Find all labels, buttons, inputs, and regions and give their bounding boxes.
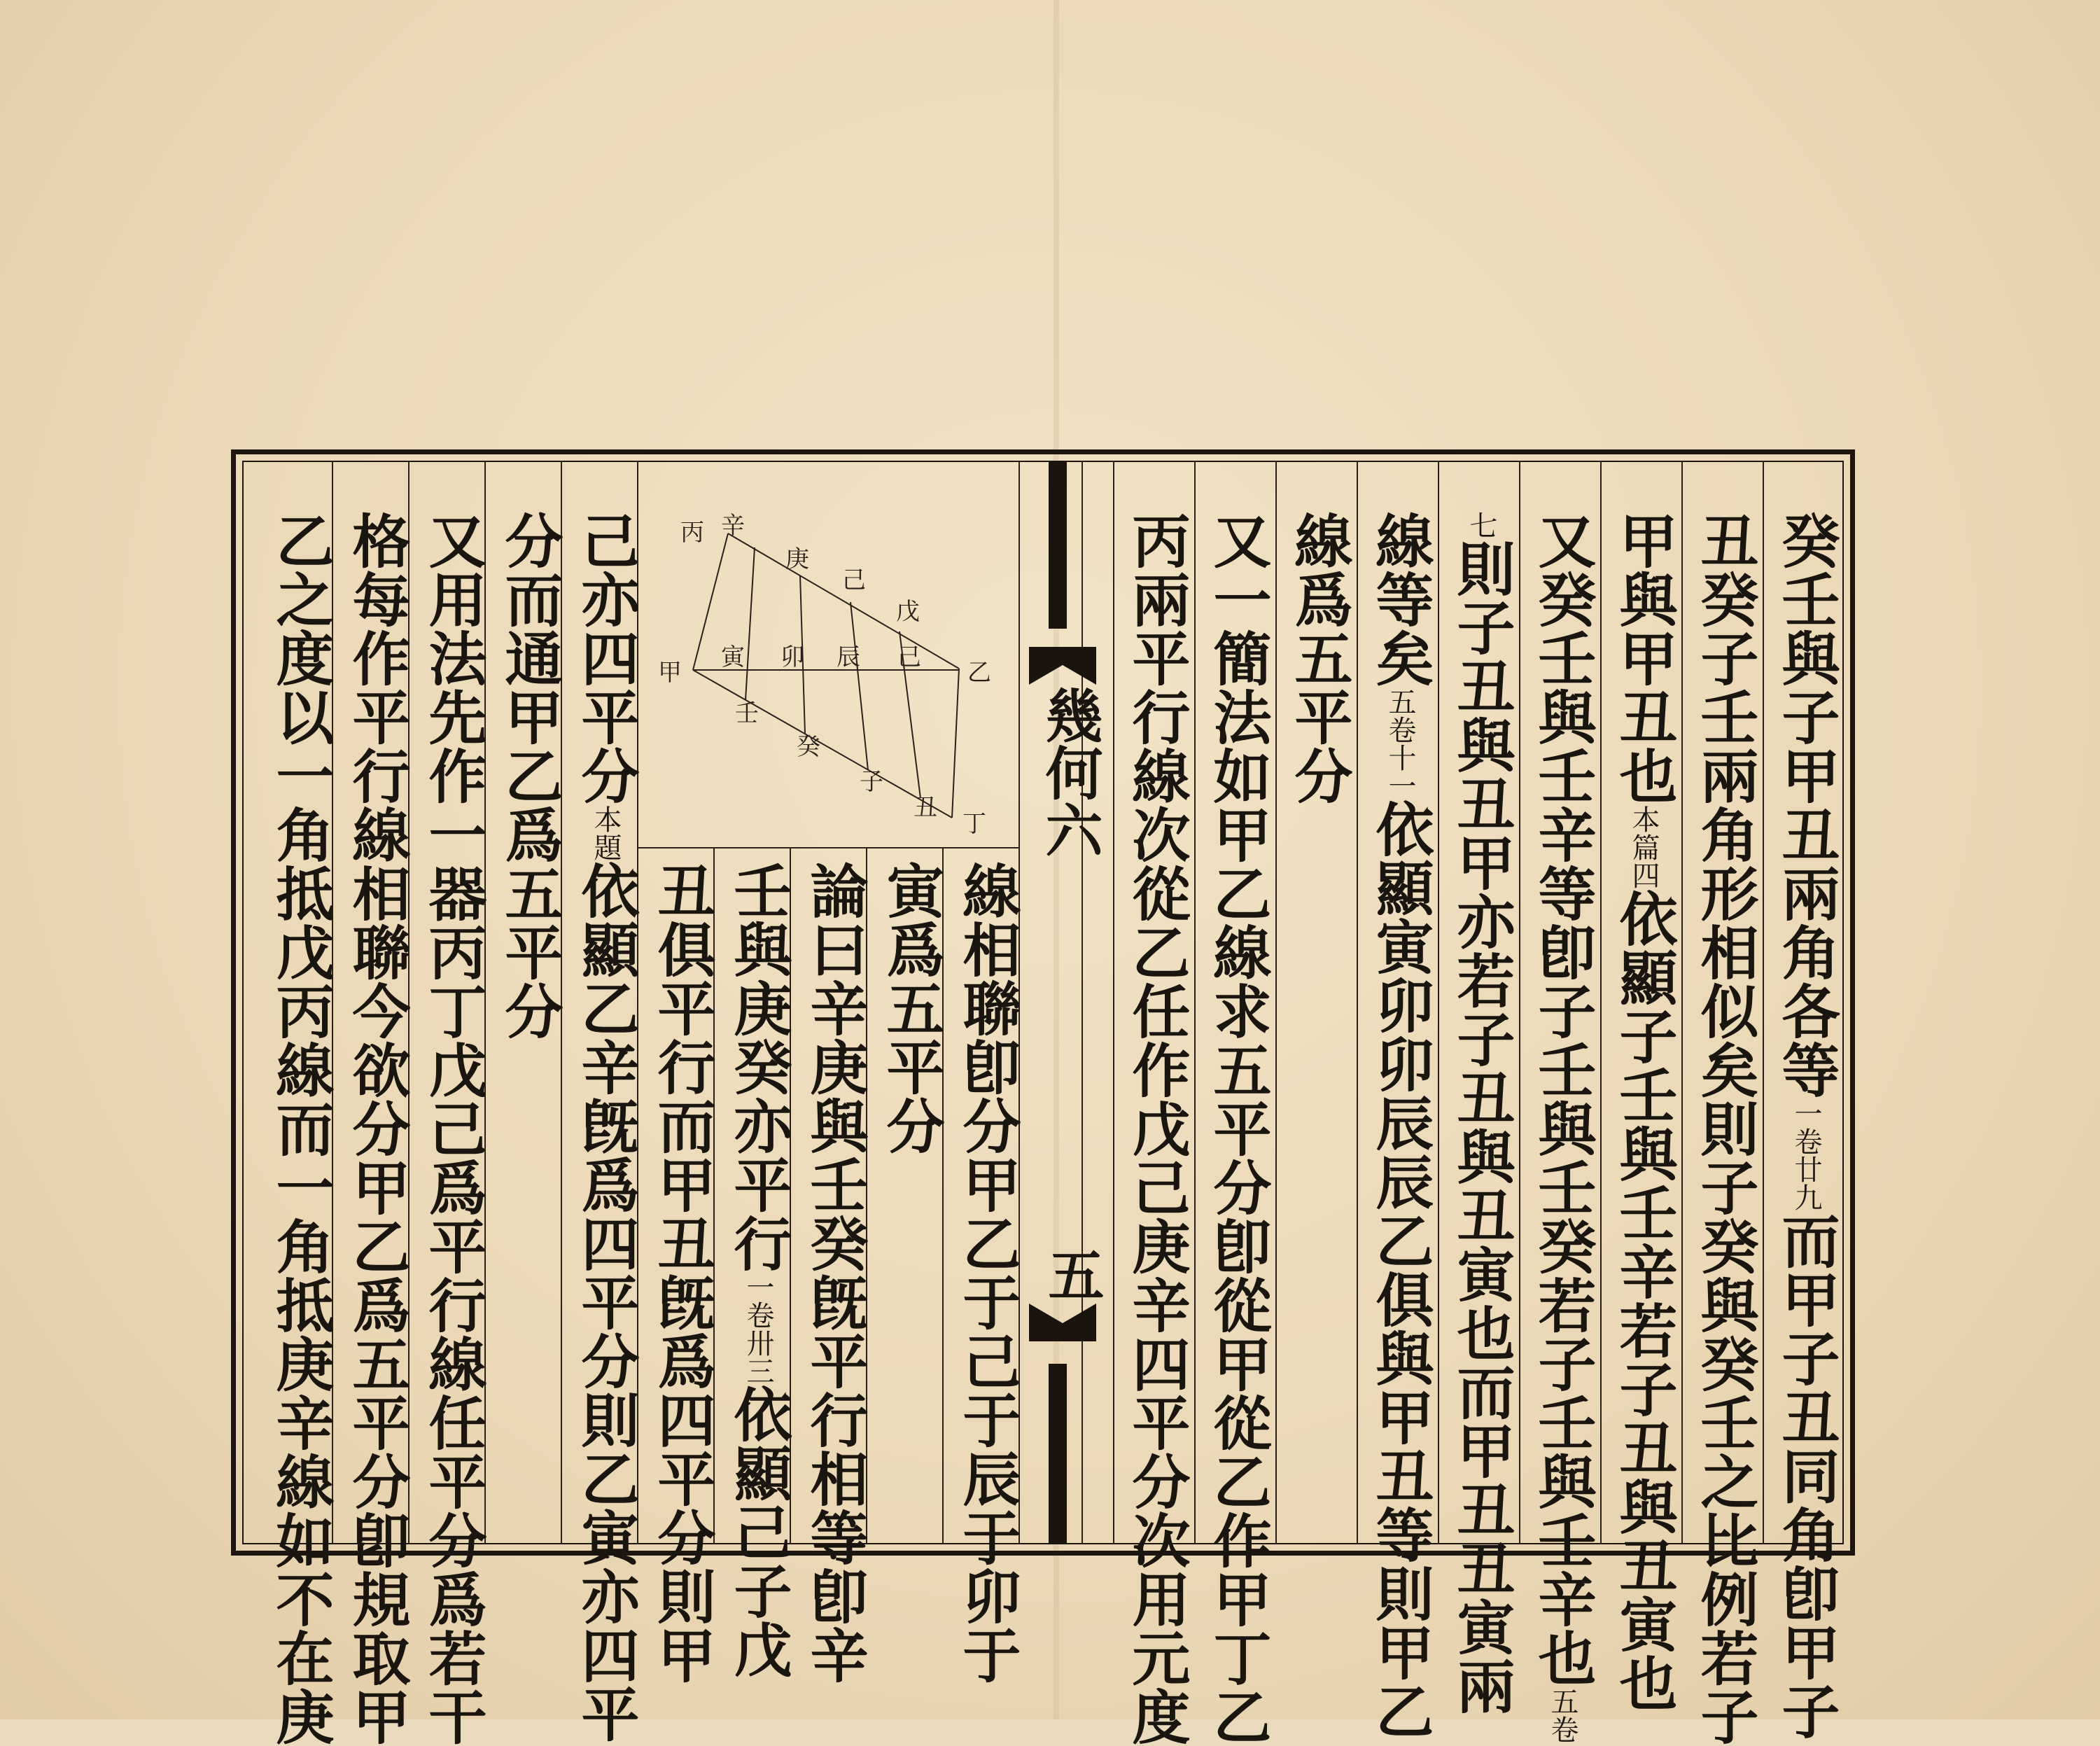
column-rule [1113,461,1114,1544]
text-column: 癸壬與子甲丑兩角各等一卷廿九而甲子丑同角卽甲子 [1772,511,1840,1740]
label-yi: 乙 [967,659,991,687]
text-column: 論曰辛庚與壬癸旣平行相等卽辛 [800,861,869,1684]
text-column: 格每作平行線相聯今欲分甲乙爲五平分卽規取甲 [342,511,411,1746]
text-column: 己亦四平分本題依顯乙辛旣爲四平分則乙寅亦四平 [571,511,640,1743]
column-rule [1194,461,1196,1544]
label-bing: 丙 [680,519,704,547]
label-ji-mid: 己 [897,643,921,671]
text-column: 七則子丑與丑甲亦若子丑與丑寅也而甲丑丑寅兩 [1447,511,1516,1715]
text-column: 甲與甲丑也本篇四依顯子壬與壬辛若子丑與丑寅也 [1609,511,1678,1712]
column-rule [1438,461,1439,1544]
text-column: 壬與庚癸亦平行一卷卅三依顯己子戊 [724,861,792,1679]
text-column: 又一簡法如甲乙線求五平分卽從甲從乙作甲丁乙 [1203,511,1272,1746]
fish-tail-top-icon [1026,644,1099,687]
label-mao: 卯 [780,643,804,671]
text-column: 丑俱平行而甲丑旣爲四平分則甲 [648,861,716,1684]
text-column: 寅爲五平分 [876,861,945,1155]
parallel-lines-diagram [637,497,1029,861]
text-column: 丙兩平行線次從乙任作戊己庚辛四平分次用元度 [1122,511,1191,1746]
column-rule [1519,461,1520,1544]
fish-tail-bottom-icon [1026,1301,1099,1344]
label-gui: 癸 [797,733,820,761]
label-zi: 子 [860,768,883,796]
column-rule [1275,461,1277,1544]
column-rule [1600,461,1602,1544]
line-yi-ding [952,669,959,818]
label-jia: 甲 [658,659,682,687]
text-column: 丑癸子壬兩角形相似矣則子癸與癸壬之比例若子 [1690,511,1759,1746]
label-geng: 庚 [785,545,809,573]
text-column: 又用法先作一器丙丁戊己爲平行線任平分爲若干 [419,511,487,1746]
folio-number: 五 [1039,1246,1105,1302]
spine-black-bar [1049,1364,1067,1544]
label-ren: 壬 [735,699,759,727]
spine-black-bar [1049,461,1067,629]
column-rule [1357,461,1358,1544]
text-column: 乙之度以一角抵戊丙線而一角抵庚辛線如不在庚 [266,511,335,1746]
spine-title: 幾何六 [1036,686,1103,858]
column-rule [1681,461,1683,1544]
text-column: 線相聯卽分甲乙于己于辰于卯于 [953,861,1021,1684]
center-spine [1042,461,1077,1544]
label-chen: 辰 [836,643,860,671]
label-yin: 寅 [721,643,745,671]
text-column: 線等矣五卷十一依顯寅卯卯辰辰乙俱與甲丑等則甲乙 [1366,511,1434,1740]
label-chou: 丑 [913,794,937,822]
text-column: 又癸壬與壬辛等卽子壬與壬癸若子壬與壬辛也五卷 [1528,511,1597,1743]
label-wu: 戊 [896,598,920,626]
label-ji-top: 己 [842,566,866,594]
line-ji-zi [850,602,868,770]
text-column: 線爲五平分 [1284,511,1353,805]
label-ding: 丁 [962,810,986,838]
label-xin: 辛 [721,512,745,540]
column-rule [1763,461,1764,1544]
line-xin-ren [746,547,755,700]
text-column: 分而通甲乙爲五平分 [495,511,564,1040]
column-rule [1082,461,1083,1544]
